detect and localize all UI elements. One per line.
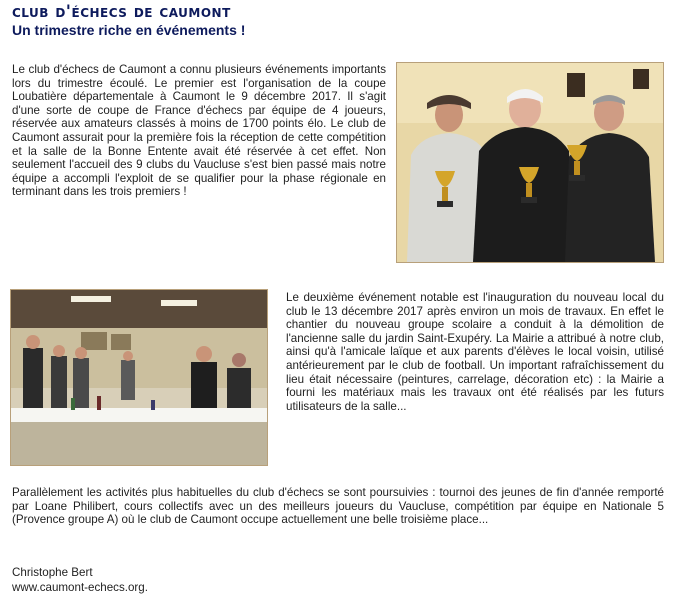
club-room-photo-illustration	[11, 290, 267, 465]
article-subtitle: Un trimestre riche en événements !	[12, 22, 246, 38]
paragraph-coupe-loubatiere: Le club d'échecs de Caumont a connu plusieurs événements importants lors du trimestre écoulé. Le premier est l'organisation de la coupe Loubatière départementale à Caumont le 9 décembre 2017. Il s'agit d'une sorte de coupe de France d'échecs par équipe de 4 joueurs, réservée aux amateurs classés à moins de 1700 points élo. Le club de Caumont assurait pour la première fois la réception de cette compétition et la salle de la Bonne Entente avait été réservée à cet effet. Non seulement l'accueil des 9 clubs du Vaucluse s'est bien passé mais notre équipe a accompli l'exploit de se qualifier pour la phase régionale en terminant dans les trois premiers !	[12, 63, 386, 199]
trophy-photo-illustration	[397, 63, 663, 262]
article-title: club d'échecs de caumont	[12, 2, 231, 22]
website-link[interactable]: www.caumont-echecs.org.	[12, 581, 148, 594]
author-name: Christophe Bert	[12, 566, 93, 579]
paragraph-inauguration-local: Le deuxième événement notable est l'inauguration du nouveau local du club le 13 décembre 2017 après environ un mois de travaux. En effet le chantier du nouveau groupe scolaire a conduit à la démolition de l'ancienne salle du jardin Saint-Exupéry. La Mairie a attribué à notre club, ainsi qu'à l'amicale laïque et aux parents d'élèves le local voisin, utilisé antérieurement par le club de football. Un important rafraîchissement du lieu était nécessaire (peintures, carrelage, décoration etc) : la Mairie a fourni les matériaux mais les travaux ont été réalisés par les futurs utilisateurs de la salle...	[286, 291, 664, 413]
paragraph-activites: Parallèlement les activités plus habituelles du club d'échecs se sont poursuivies : tournoi des jeunes de fin d'année remporté par Loane Philibert, cours collectifs avec un des meilleurs joueurs du Vaucluse, compétition par équipe en Nationale 5 (Provence groupe A) où le club de Caumont occupe actuellement une belle troisième place...	[12, 486, 664, 527]
three-men-holding-trophies-photo	[396, 62, 664, 263]
club-room-inauguration-photo	[10, 289, 268, 466]
